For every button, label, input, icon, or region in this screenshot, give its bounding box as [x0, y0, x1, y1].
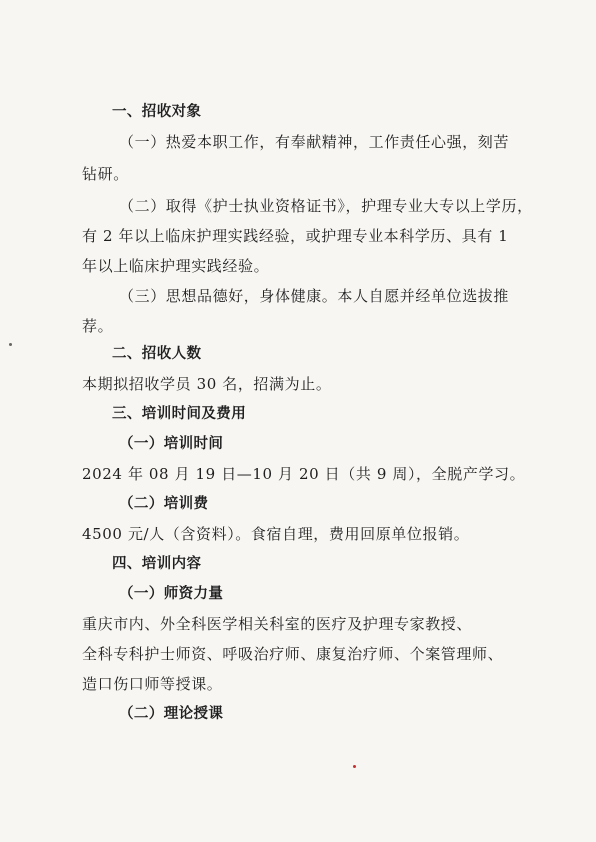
paragraph-line: 2024 年 08 月 19 日—10 月 20 日（共 9 周），全脱产学习。 [82, 465, 526, 483]
paragraph-line: 年以上临床护理实践经验。 [82, 257, 270, 275]
paragraph-line: 造口伤口师等授课。 [82, 675, 223, 693]
section-heading-recruitment-number: 二、招收人数 [112, 346, 202, 362]
subsection-heading-theory-lectures: （二）理论授课 [119, 706, 224, 722]
section-heading-training-time-and-fee: 三、培训时间及费用 [112, 406, 247, 422]
paragraph-line: 有 2 年以上临床护理实践经验，或护理专业本科学历、具有 1 [82, 227, 509, 245]
paragraph-line: （一）热爱本职工作，有奉献精神，工作责任心强，刻苦 [119, 133, 510, 151]
subsection-heading-training-fee: （二）培训费 [119, 496, 209, 512]
paragraph-line: （二）取得《护士执业资格证书》，护理专业大专以上学历， [119, 197, 533, 215]
subsection-heading-faculty: （一）师资力量 [119, 586, 224, 602]
paragraph-line: 全科专科护士师资、呼吸治疗师、康复治疗师、个案管理师、 [82, 645, 504, 663]
paragraph-line: 4500 元/人（含资料）。食宿自理，费用回原单位报销。 [82, 525, 470, 543]
paragraph-line: 本期拟招收学员 30 名，招满为止。 [82, 375, 332, 393]
paragraph-line: 钻研。 [82, 165, 129, 183]
section-heading-training-content: 四、培训内容 [112, 556, 202, 572]
paragraph-line: 重庆市内、外全科医学相关科室的医疗及护理专家教授、 [82, 615, 473, 633]
paragraph-line: （三）思想品德好，身体健康。本人自愿并经单位选拔推 [119, 287, 510, 305]
scan-speck [353, 765, 356, 768]
subsection-heading-training-time: （一）培训时间 [119, 436, 224, 452]
paragraph-line: 荐。 [82, 317, 114, 335]
scan-speck [9, 343, 12, 346]
section-heading-recruitment-target: 一、招收对象 [112, 104, 202, 120]
